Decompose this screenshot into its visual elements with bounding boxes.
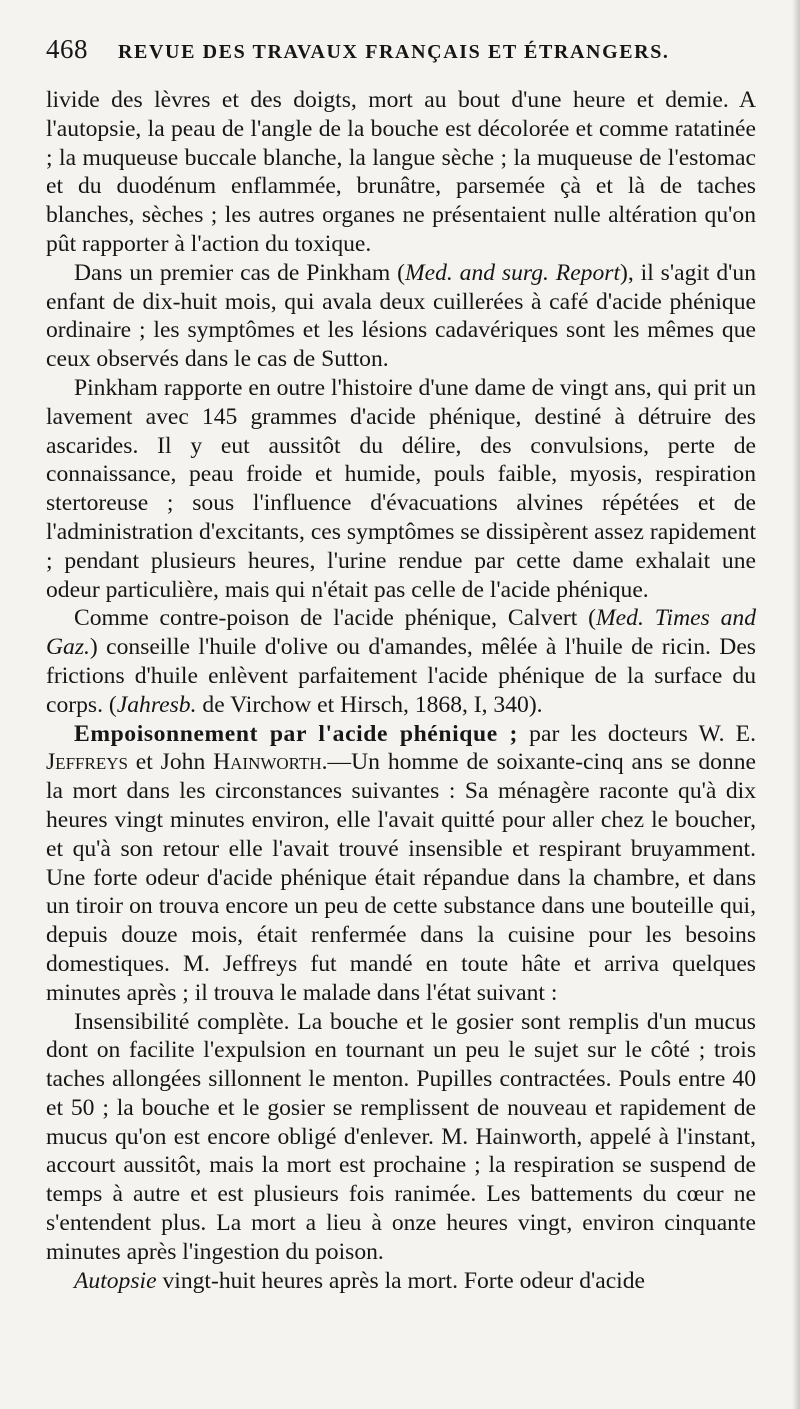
p4-reference-1: Med. Times and Gaz.	[46, 605, 756, 661]
page-number: 468	[46, 34, 88, 64]
p2-reference: Med. and surg. Report	[404, 259, 621, 286]
paragraph-2	[46, 259, 756, 374]
paragraph-4	[46, 604, 756, 719]
p4-reference-2: Jahresb.	[116, 691, 197, 718]
p4-text-a: Comme contre-poison de l'acide phénique, Calvert (	[74, 605, 597, 632]
paragraph-5	[46, 720, 756, 1008]
running-title: REVUE DES TRAVAUX FRANÇAIS ET ÉTRANGERS.	[118, 41, 670, 63]
p7-text: vingt-huit heures après la mort. Forte odeur d'acide	[156, 1267, 646, 1294]
paragraph-1: livide des lèvres et des doigts, mort au bout d'une heure et demie. A l'autopsie, la peau de l'angle de la bouche est décolorée et comme ratatinée ; la muqueuse buccale blanche, la langue sèche ; la muqueuse de l'estomac et du duodénum enflammée, brunâtre, parsemée çà et là de taches blanches, sèches ; les autres organes ne présentaient nulle altération qu'on pût rapporter à l'action du toxique.	[46, 87, 756, 257]
p2-text-b: ), il s'agit d'un enfant de dix-huit mois, qui avala deux cuillerées à café d'acide phénique ordinaire ; les symptômes et les lésions cadavériques sont les mêmes que ceux observés dans le cas de Sutton.	[46, 259, 757, 373]
p4-text-c: de Virchow et Hirsch, 1868, I, 340).	[196, 691, 543, 718]
author-jeffreys: Jeffreys	[46, 749, 128, 776]
p5-text-c: .—Un homme de soixante-cinq ans se donne la mort dans les circonstances suivantes : Sa ménagère raconte qu'à dix heures vingt minutes environ, elle l'avait quitté pour aller chez le boucher, et qu'à son retour elle l'avait trouvé insensible et respirant bruyamment. Une forte odeur d'acide phénique était répandue dans la chambre, et dans un tiroir on trouva encore un peu de cette substance dans une bouteille qui, depuis douze mois, était renfermée dans la cuisine pour les besoins domestiques. M. Jeffreys fut mandé en toute hâte et arriva quelques minutes après ; il trouva le malade dans l'état suivant :	[46, 749, 756, 1006]
p4-text-b: ) conseille l'huile d'olive ou d'amandes, mêlée à l'huile de ricin. Des frictions d'huile enlèvent parfaitement l'acide phénique de la surface du corps. (	[46, 634, 756, 718]
author-hainworth: Hainworth	[213, 749, 322, 776]
p2-text-a: Dans un premier cas de Pinkham (	[74, 259, 405, 286]
body-text	[46, 86, 756, 1295]
p5-text-a: par les docteurs W. E.	[518, 720, 756, 747]
section-heading: Empoisonnement par l'acide phénique ;	[74, 720, 518, 747]
p5-text-b: et John	[127, 749, 214, 776]
paragraph-6: Insensibilité complète. La bouche et le gosier sont remplis d'un mucus dont on facilite l'expulsion en tournant un peu le sujet sur le côté ; trois taches allongées sillonnent le menton. Pupilles contractées. Pouls entre 40 et 50 ; la bouche et le gosier se remplissent de nouveau et rapidement de mucus qu'on est encore obligé d'enlever. M. Hainworth, appelé à l'instant, accourt aussitôt, mais la mort est prochaine ; la respiration se suspend de temps à autre et est plusieurs fois ranimée. Les battements du cœur ne s'entendent plus. La mort a lieu à onze heures vingt, environ cinquante minutes après l'ingestion du poison.	[46, 1008, 756, 1265]
paragraph-7	[46, 1267, 756, 1296]
page-edge-shadow	[792, 0, 800, 1409]
autopsie-label: Autopsie	[74, 1267, 157, 1294]
running-head	[46, 34, 756, 86]
paragraph-3: Pinkham rapporte en outre l'histoire d'une dame de vingt ans, qui prit un lavement avec 145 grammes d'acide phénique, destiné à détruire des ascarides. Il y eut aussitôt du délire, des convulsions, perte de connaissance, peau froide et humide, pouls faible, myosis, respiration stertoreuse ; sous l'influence d'évacuations alvines répétées et de l'administration d'excitants, ces symptômes se dissipèrent assez rapidement ; pendant plusieurs heures, l'urine rendue par cette dame exhalait une odeur particulière, mais qui n'était pas celle de l'acide phénique.	[46, 374, 756, 603]
